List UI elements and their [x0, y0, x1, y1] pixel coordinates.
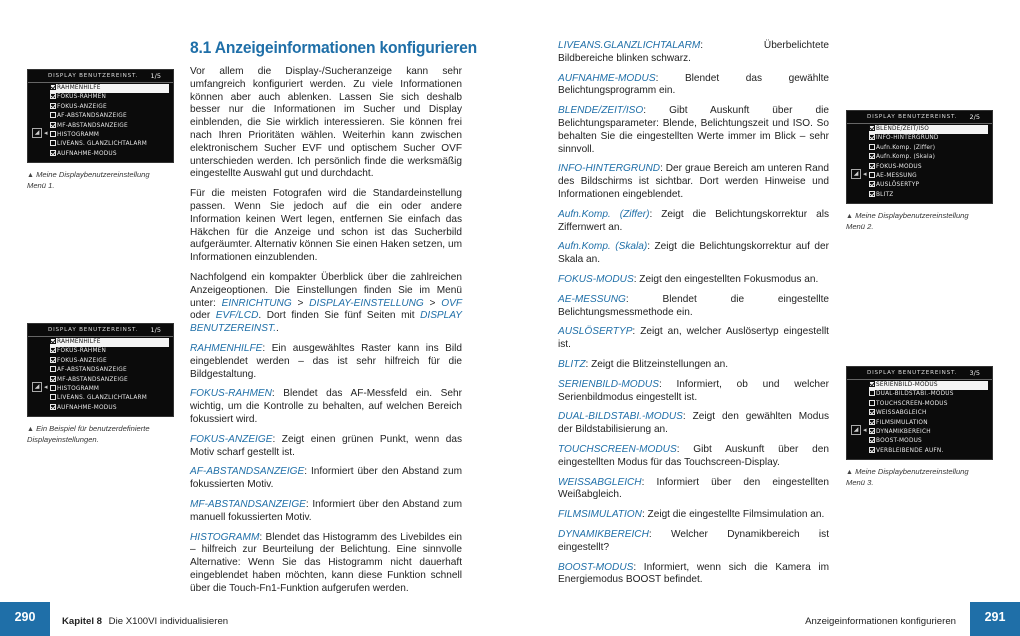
definition-term: WEISSABGLEICH [558, 476, 642, 488]
left-text-column [190, 66, 462, 602]
screen-caption-2-text: Ein Beispiel für benutzerdefinierte Displayeinstellungen. [27, 424, 150, 444]
checkbox-checked-icon [869, 409, 875, 415]
screen-option-label: RAHMENHILFE [57, 339, 101, 345]
definition-term: FOKUS-MODUS [558, 273, 634, 285]
chapter-label: Kapitel 8 [62, 616, 102, 627]
screen-option-list [869, 381, 988, 456]
menu-path-ovf: OVF [441, 297, 462, 309]
definition-term: DUAL-BILDSTABI.-MODUS [558, 411, 683, 423]
camera-menu-screen-1 [27, 69, 174, 163]
definition-item [558, 477, 829, 503]
screen-option-label: LIVEANS. GLANZLICHTALARM [57, 141, 147, 148]
checkbox-checked-icon [50, 404, 56, 410]
definition-item [558, 40, 829, 66]
checkbox-checked-icon [869, 381, 875, 387]
menu-corner-icon: ◢ [851, 425, 861, 435]
definition-item [190, 499, 462, 525]
definition-text: : Zeigt den eingestellten Fokusmodus an. [633, 273, 819, 285]
definition-item [558, 274, 829, 287]
screen-caption-3-text: Meine Displaybenutzereinstellung Menü 2. [846, 211, 969, 231]
definition-text: : Informiert über den Abstand zum manuell fokussierten Motiv. [190, 498, 462, 523]
definition-term: Aufn.Komp. (Ziffer) [558, 208, 650, 220]
screen-caption-1-text: Meine Displaybenutzereinstellung Menü 1. [27, 170, 150, 190]
screen-option-row[interactable] [50, 112, 169, 121]
screen-option-label: AE-MESSUNG [876, 172, 917, 179]
screen-option-row[interactable] [50, 404, 169, 413]
menu-corner-icon: ◢ [32, 382, 42, 392]
scroll-left-arrow-icon: ◂ [863, 427, 867, 434]
screen-option-label: FOKUS-RAHMEN [57, 348, 107, 355]
checkbox-empty-icon [869, 400, 875, 406]
screen-option-label: BLENDE/ZEIT/ISO [876, 126, 930, 132]
screen-option-list [50, 84, 169, 159]
screen-header [847, 111, 992, 124]
definition-text: : Blendet das Histogramm des Livebildes ein – hilfreich zur Beurteilung der Belichtung. Eine sinnvolle Alternative: Wenn Sie das Histogramm nicht dauerhaft eingeblendet haben möchten, kann diese Funktion schnell über die Touch-Fn1-Funktion aufgerufen werden. [190, 531, 462, 594]
menu-path-einrichtung: EINRICHTUNG [221, 297, 292, 309]
definition-text: : Der graue Bereich am unteren Rand des Bildschirms ist sichtbar. Dort werden Hinweise und Informationen eingeblendet. [558, 163, 829, 200]
checkbox-checked-icon [869, 437, 875, 443]
screen-caption-4 [846, 467, 986, 488]
checkbox-checked-icon [869, 428, 875, 434]
screen-title: DISPLAY BENUTZEREINST. [48, 327, 139, 333]
screen-option-label: FOKUS-ANZEIGE [57, 103, 107, 110]
definition-item [558, 326, 829, 352]
checkbox-checked-icon [869, 181, 875, 187]
definition-item [558, 294, 829, 320]
definition-text: : Zeigt die eingestellte Filmsimulation an. [641, 509, 825, 521]
definition-item [190, 343, 462, 381]
checkbox-checked-icon [869, 191, 875, 197]
screen-option-row[interactable] [50, 131, 169, 140]
screen-option-label: AUFNAHME-MODUS [57, 150, 117, 157]
screen-option-label: Aufn.Komp. (Ziffer) [876, 144, 936, 151]
scroll-left-arrow-icon: ◂ [44, 384, 48, 391]
definition-term: FOKUS-ANZEIGE [190, 433, 273, 445]
menu-path-sep: > [423, 297, 442, 309]
checkbox-empty-icon [50, 140, 56, 146]
screen-option-label: FOKUS-RAHMEN [57, 94, 107, 101]
screen-option-list [50, 338, 169, 413]
screen-option-label: AUSLÖSERTYP [876, 182, 920, 189]
screen-option-list [869, 125, 988, 200]
camera-menu-screen-4 [846, 366, 993, 460]
definition-item [558, 209, 829, 235]
chapter-info [62, 616, 228, 627]
screen-option-label: HISTOGRAMM [57, 385, 100, 392]
screen-option-row[interactable] [50, 103, 169, 112]
checkbox-empty-icon [50, 394, 56, 400]
screen-title: DISPLAY BENUTZEREINST. [867, 370, 958, 376]
checkbox-empty-icon [50, 385, 56, 391]
screen-option-row[interactable] [50, 394, 169, 403]
page-footer [0, 602, 1020, 636]
definition-item [190, 466, 462, 492]
screen-option-label: AF-ABSTANDSANZEIGE [57, 113, 127, 120]
definition-text: : Informiert über den eingestellten Weißabgleich. [558, 476, 829, 501]
definition-text: : Informiert über den Abstand zum fokussierten Motiv. [190, 466, 462, 491]
menu-path-sep: > [291, 297, 310, 309]
chapter-title: Die X100VI individualisieren [108, 616, 229, 627]
screen-option-row[interactable] [869, 409, 988, 418]
screen-header [28, 324, 173, 337]
screen-header [28, 70, 173, 83]
definition-term: BLITZ [558, 358, 586, 370]
screen-option-label: SERIENBILD-MODUS [876, 382, 938, 388]
definition-text: : Zeigt die Belichtungskorrektur als Ziffernwert an. [558, 208, 830, 233]
menu-path-display-benutzereinst: DISPLAY BENUTZEREINST. [190, 310, 462, 335]
screen-option-row[interactable] [50, 376, 169, 385]
screen-title: DISPLAY BENUTZEREINST. [867, 114, 958, 120]
checkbox-checked-icon [869, 419, 875, 425]
screen-option-label: FOKUS-ANZEIGE [57, 357, 107, 364]
checkbox-checked-icon [50, 150, 56, 156]
screen-option-row[interactable] [50, 385, 169, 394]
screen-option-row[interactable] [50, 84, 169, 93]
menu-path-or: oder [190, 310, 216, 322]
screen-option-row[interactable] [50, 150, 169, 159]
screen-option-label: FOKUS-MODUS [876, 163, 922, 170]
definition-term: AF-ABSTANDSANZEIGE [190, 466, 305, 478]
screen-option-row[interactable] [869, 125, 988, 134]
definition-text: : Gibt Auskunft über den eingestellten Modus für das Touchscreen-Display. [558, 443, 829, 468]
definition-term: AUFNAHME-MODUS [558, 72, 656, 84]
screen-option-row[interactable] [869, 428, 988, 437]
definition-item [190, 388, 462, 426]
menu-path-evf-lcd: EVF/LCD [215, 310, 259, 322]
screen-option-label: Aufn.Komp. (Skala) [876, 154, 936, 161]
definition-item [190, 434, 462, 460]
scroll-left-arrow-icon: ◂ [44, 130, 48, 137]
screen-option-row[interactable] [50, 357, 169, 366]
screen-option-row[interactable] [50, 93, 169, 102]
definition-term: RAHMENHILFE [190, 342, 263, 354]
screen-option-row[interactable] [869, 191, 988, 200]
screen-caption-1 [27, 170, 167, 191]
screen-option-row[interactable] [869, 419, 988, 428]
menu-path-paragraph: Nachfolgend ein kompakter Überblick über die zahlreichen Anzeigeoptionen. Die Einstellungen finden Sie im Menü unter: EINRICHTUNG > DISPLAY-EINSTELLUNG > OVF oder EVF/LCD. Dort finden Sie fünf Seiten mit DISPLAY BENUTZEREINST.. [190, 271, 462, 335]
definition-item [558, 509, 829, 522]
menu-corner-icon: ◢ [851, 169, 861, 179]
left-definition-list [190, 343, 462, 596]
page-number-left: 290 [0, 602, 50, 636]
screen-option-row[interactable] [869, 153, 988, 162]
screen-option-label: RAHMENHILFE [57, 85, 101, 91]
definition-text: : Zeigt an, welcher Auslösertyp eingestellt ist. [558, 326, 829, 351]
definition-text: : Informiert, wenn sich die Kamera im Energiemodus BOOST befindet. [558, 561, 829, 586]
screen-header [847, 367, 992, 380]
screen-option-label: FILMSIMULATION [876, 419, 928, 426]
checkbox-empty-icon [869, 172, 875, 178]
screen-option-label: TOUCHSCREEN-MODUS [876, 400, 948, 407]
checkbox-checked-icon [50, 103, 56, 109]
definition-term: SERIENBILD-MODUS [558, 378, 659, 390]
checkbox-empty-icon [869, 144, 875, 150]
definition-item [558, 163, 829, 201]
checkbox-empty-icon [50, 131, 56, 137]
screen-option-label: BOOST-MODUS [876, 438, 922, 445]
checkbox-checked-icon [869, 153, 875, 159]
screen-caption-3 [846, 211, 986, 232]
definition-text: : Überbelichtete Bildbereiche blinken schwarz. [558, 40, 829, 64]
definition-term: FILMSIMULATION [558, 509, 642, 521]
screen-option-label: WEISSABGLEICH [876, 410, 927, 417]
screen-option-label: VERBLEIBENDE AUFN. [876, 447, 944, 454]
screen-option-label: INFO-HINTERGRUND [876, 135, 939, 142]
definition-text: : Welcher Dynamikbereich ist eingestellt? [558, 528, 829, 553]
screen-option-row[interactable] [50, 140, 169, 149]
screen-option-row[interactable] [869, 400, 988, 409]
definition-text: : Ein ausgewähltes Raster kann ins Bild eingeblendet werden – das ist sehr hilfreich für die Bildgestaltung. [190, 342, 462, 380]
definition-text: : Informiert, ob und welcher Serienbildmodus eingestellt ist. [558, 378, 829, 403]
screen-option-label: LIVEANS. GLANZLICHTALARM [57, 395, 147, 402]
screen-option-row[interactable] [869, 134, 988, 143]
checkbox-checked-icon [869, 125, 875, 131]
menu-path-intro: Nachfolgend ein kompakter Überblick über die zahlreichen Anzeigeoptionen. Die Einstellungen finden Sie im Menü unter: [190, 271, 462, 309]
screen-option-row[interactable] [50, 338, 169, 347]
screen-option-row[interactable] [869, 144, 988, 153]
screen-page-indicator: 1/5 [150, 72, 161, 80]
screen-caption-4-text: Meine Displaybenutzereinstellung Menü 3. [846, 467, 969, 487]
checkbox-checked-icon [50, 338, 56, 344]
screen-page-indicator: 1/5 [150, 326, 161, 334]
checkbox-checked-icon [50, 84, 56, 90]
screen-option-row[interactable] [50, 122, 169, 131]
screen-title: DISPLAY BENUTZEREINST. [48, 73, 139, 79]
definition-text: : Blendet die eingestellte Belichtungsmessmethode ein. [558, 293, 829, 318]
screen-option-row[interactable] [50, 366, 169, 375]
intro-paragraph: Vor allem die Display-/Sucheranzeige kann sehr umfangreich konfiguriert werden. Zu viele Informationen können aber auch ablenken. Lassen Sie sich deshalb besser nur die Informationen im Sucher und Display einblenden, die Sie wirklich interessieren. Sie können frei nach Ihren Prioritäten wählen. Weiterhin kann zwischen elektronischem Sucher EVF und optischem Sucher OVF unterschieden werden. Ich persönlich finde die werksmäßig eingestellte Auswahl gut und durchdacht. [190, 66, 462, 180]
caption-triangle-icon: ▲ [846, 213, 853, 220]
definition-item [558, 529, 829, 555]
definition-item [558, 359, 829, 372]
checkbox-empty-icon [869, 390, 875, 396]
definition-term: BOOST-MODUS [558, 561, 634, 573]
scroll-left-arrow-icon: ◂ [863, 171, 867, 178]
definition-item [558, 73, 829, 99]
definition-item [558, 444, 829, 470]
screen-option-label: AUFNAHME-MODUS [57, 404, 117, 411]
screen-option-label: MF-ABSTANDSANZEIGE [57, 122, 128, 129]
caption-triangle-icon: ▲ [27, 172, 34, 179]
definition-text: : Zeigt den gewählten Modus der Bildstabilisierung an. [558, 411, 829, 436]
checkbox-checked-icon [869, 163, 875, 169]
screen-option-row[interactable] [869, 447, 988, 456]
definition-term: LIVEANS.GLANZLICHTALARM [558, 40, 701, 51]
standard-settings-paragraph: Für die meisten Fotografen wird die Standardeinstellung passen. Wenn Sie jedoch auf die ein oder andere Information keinen Wert legen, entfernen Sie einfach das Häkchen für die Anzeige und schon ist das Sucherbild aufgeräumter. Alternativ können Sie einen Haken setzen, um Informationen einzublenden. [190, 188, 462, 264]
menu-corner-icon: ◢ [32, 128, 42, 138]
right-definition-list [558, 40, 829, 587]
caption-triangle-icon: ▲ [846, 469, 853, 476]
definition-text: : Zeigt die Belichtungskorrektur auf der Skala an. [558, 241, 829, 266]
screen-option-row[interactable] [869, 437, 988, 446]
checkbox-checked-icon [50, 93, 56, 99]
screen-option-label: MF-ABSTANDSANZEIGE [57, 376, 128, 383]
checkbox-checked-icon [869, 447, 875, 453]
screen-option-row[interactable] [869, 163, 988, 172]
definition-item [558, 241, 829, 267]
screen-page-indicator: 3/5 [969, 369, 980, 377]
definition-text: : Blendet das AF-Messfeld ein. Sehr wichtig, um die Kontrolle zu behalten, auf welchen Bereich fokussiert wird. [190, 388, 462, 425]
definition-term: MF-ABSTANDSANZEIGE [190, 498, 306, 510]
definition-term: BLENDE/ZEIT/ISO [558, 105, 644, 117]
menu-path-pages-text: . Dort finden Sie fünf Seiten mit [258, 310, 421, 322]
definition-text: : Blendet das gewählte Belichtungsprogramm ein. [558, 72, 829, 97]
checkbox-empty-icon [50, 112, 56, 118]
caption-triangle-icon: ▲ [27, 426, 34, 433]
checkbox-checked-icon [50, 347, 56, 353]
definition-term: AE-MESSUNG [558, 293, 626, 305]
camera-menu-screen-2 [27, 323, 174, 417]
definition-term: TOUCHSCREEN-MODUS [558, 443, 677, 455]
checkbox-checked-icon [50, 376, 56, 382]
definition-item [558, 379, 829, 405]
screen-option-label: BLITZ [876, 191, 894, 198]
screen-option-row[interactable] [869, 381, 988, 390]
screen-option-label: AF-ABSTANDSANZEIGE [57, 367, 127, 374]
definition-text: : Zeigt einen grünen Punkt, wenn das Motiv scharf gestellt ist. [190, 433, 462, 458]
screen-option-label: DUAL-BILDSTABI.-MODUS [876, 391, 954, 398]
definition-item [190, 532, 462, 596]
checkbox-checked-icon [50, 122, 56, 128]
section-running-head: Anzeigeinformationen konfigurieren [805, 616, 956, 627]
section-heading: 8.1 Anzeigeinformationen konfigurieren [190, 38, 478, 57]
screen-page-indicator: 2/5 [969, 113, 980, 121]
definition-item [558, 105, 829, 156]
screen-option-row[interactable] [869, 181, 988, 190]
screen-caption-2 [27, 424, 167, 445]
right-text-column [558, 40, 829, 594]
definition-text: : Gibt Auskunft über die Belichtungsparameter: Blende, Belichtungszeit und ISO. So behalten Sie die eingestellten Werte immer im Blick – sehr sinnvoll. [558, 105, 829, 155]
screen-option-label: HISTOGRAMM [57, 131, 100, 138]
definition-term: AUSLÖSERTYP [558, 326, 633, 338]
definition-term: INFO-HINTERGRUND [558, 163, 661, 175]
definition-term: DYNAMIKBEREICH [558, 528, 649, 540]
screen-option-row[interactable] [50, 347, 169, 356]
definition-text: : Zeigt die Blitzeinstellungen an. [585, 358, 729, 370]
screen-option-row[interactable] [869, 390, 988, 399]
page-number-right: 291 [970, 602, 1020, 636]
camera-menu-screen-3 [846, 110, 993, 204]
checkbox-checked-icon [869, 134, 875, 140]
screen-option-label: DYNAMIKBEREICH [876, 428, 931, 435]
menu-path-display-einstellung: DISPLAY-EINSTELLUNG [309, 297, 424, 309]
definition-term: HISTOGRAMM [190, 531, 260, 543]
definition-item [558, 411, 829, 437]
checkbox-checked-icon [50, 357, 56, 363]
screen-option-row[interactable] [869, 172, 988, 181]
definition-item [558, 562, 829, 588]
checkbox-empty-icon [50, 366, 56, 372]
definition-term: Aufn.Komp. (Skala) [558, 241, 648, 253]
definition-term: FOKUS-RAHMEN [190, 388, 272, 400]
